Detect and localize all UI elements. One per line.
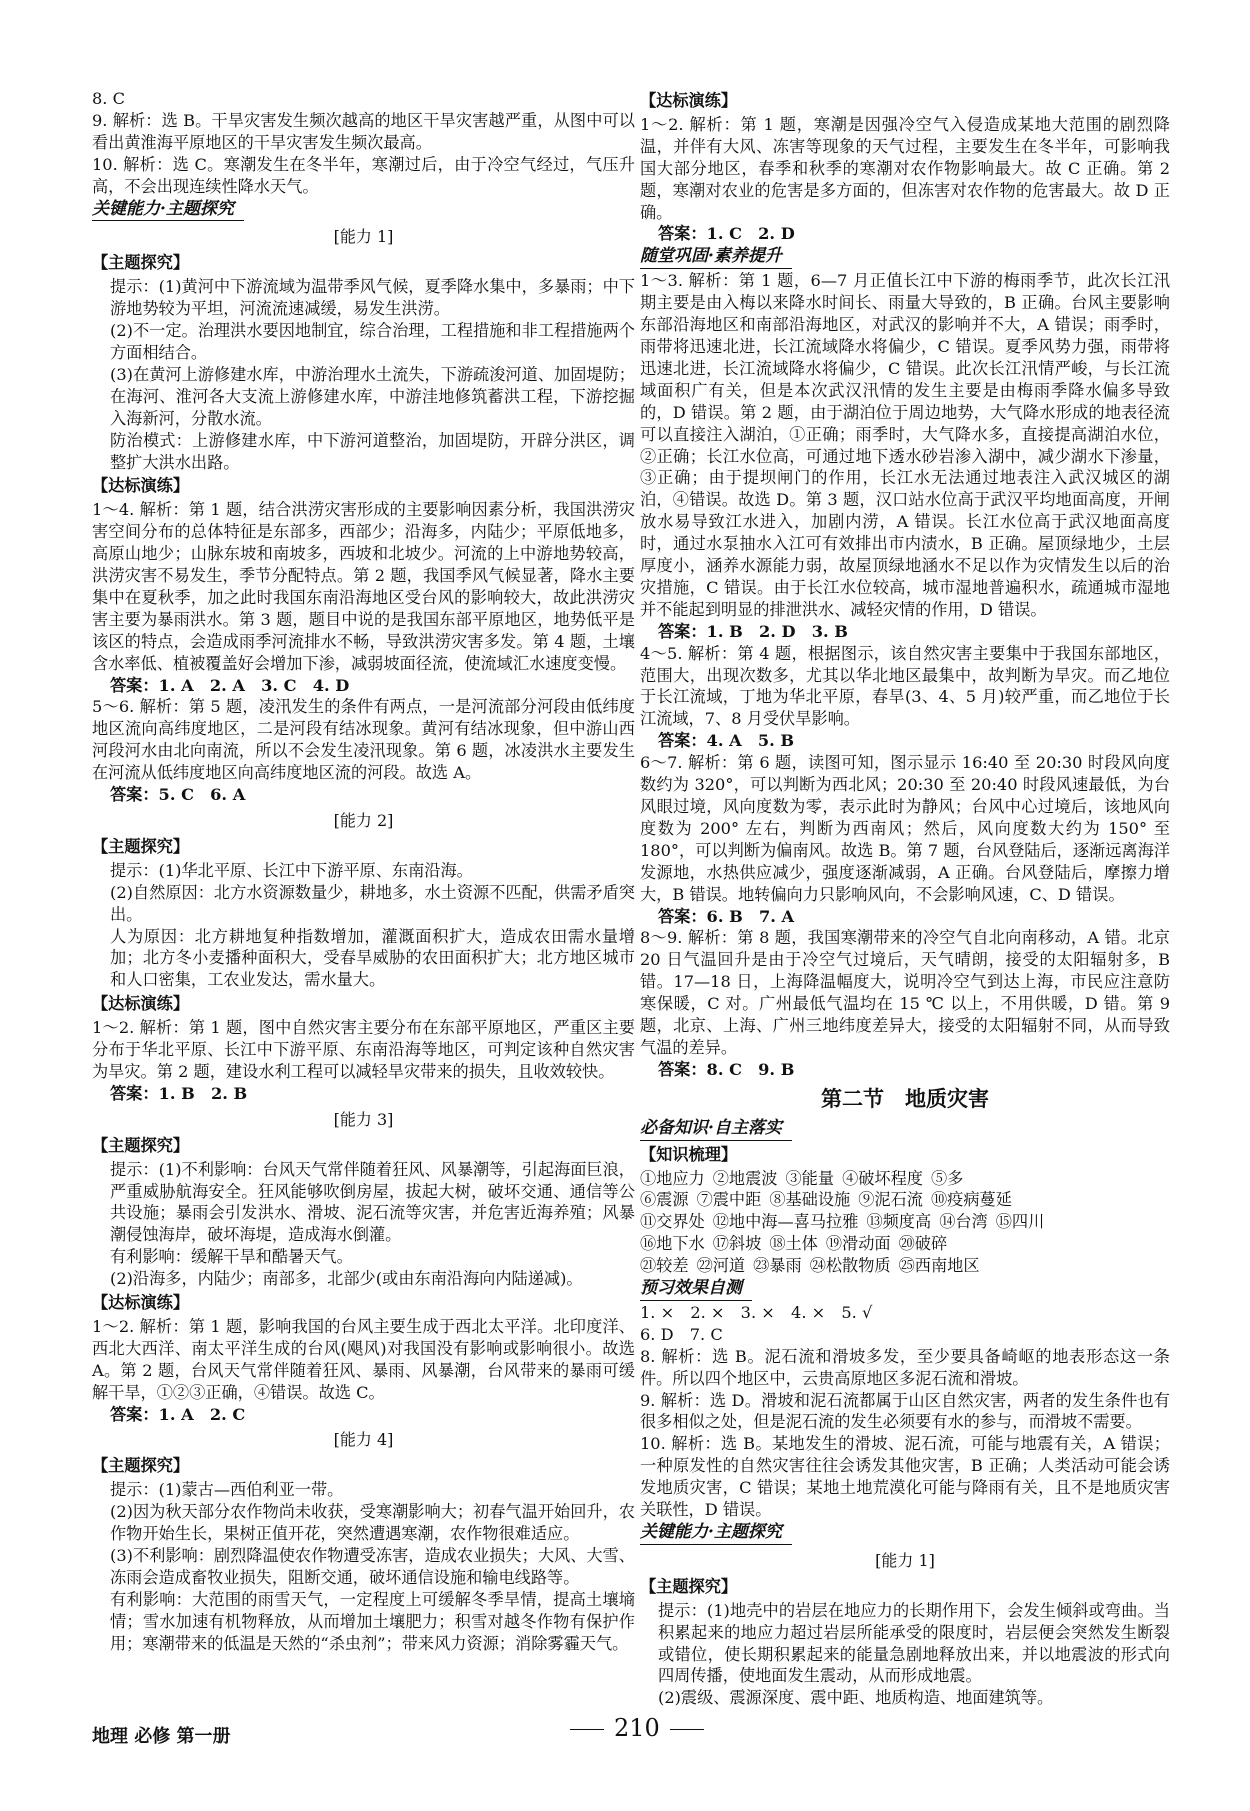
text-block: (2)因为秋天部分农作物尚未收获，受寒潮影响大；初春气温开始回升，农作物开始生长，果树正值开花，突然遭遇寒潮，农作物很难适应。 [110, 1502, 635, 1544]
grid-item: ⑬频度高 [866, 1212, 932, 1232]
text-block: 10. 解析：选 C。寒潮发生在冬半年，寒潮过后，由于冷空气经过，气压升高，不会出现连续性降水天气。 [92, 154, 635, 196]
knowledge-grid [640, 1189, 1170, 1211]
grid-item: ⑪交界处 [640, 1212, 705, 1232]
grid-item: ⑤多 [931, 1168, 964, 1188]
text-block: 10. 解析：选 B。某地发生的滑坡、泥石流，可能与地震有关，A 错误；一种原发性的自然灾害往往会诱发其他灾害，B 正确；人类活动可能会诱发地质灾害，C 错误；某地土地荒漠化可能与降雨有关，且不是地质灾害关联性，D 错误。 [640, 1434, 1170, 1520]
grid-item: ⑯地下水 [640, 1234, 705, 1254]
grid-item: ㉕西南地区 [898, 1256, 980, 1276]
text-block: 8. 解析：选 B。泥石流和滑坡多发，至少要具备崎岖的地表形态这一条件。所以四个地区中，云贵高原地区多泥石流和滑坡。 [640, 1346, 1170, 1388]
text-block: 4～5. 解析：第 4 题，根据图示，该自然灾害主要集中于我国东部地区，范围大，出现次数多，尤其以华北地区最集中，故判断为旱灾。而乙地位于长江流域，丁地为华北平原，春旱(3、4、5 月)较严重，而乙地位于长江流域，7、8 月受伏旱影响。 [640, 643, 1170, 729]
subsection-label: 【达标演练】 [92, 994, 190, 1014]
text-block: 有利影响：缓解干旱和酷暑天气。 [110, 1247, 353, 1267]
grid-item: ②地震波 [712, 1168, 778, 1188]
text-block: 人为原因：北方耕地复种指数增加，灌溉面积扩大，造成农田需水量增加；北方冬小麦播种面积大，受春旱威胁的农田面积扩大；北方地区城市和人口密集，工农业发达，需水量大。 [110, 926, 635, 990]
text-block: 提示：(1)华北平原、长江中下游平原、东南沿海。 [110, 860, 473, 880]
section-heading: 必备知识·自主落实 [640, 1118, 792, 1141]
subsection-label: 【主题探究】 [92, 253, 190, 273]
answer-line: 答案：1. A 2. C [110, 1404, 246, 1424]
grid-item: ③能量 [785, 1168, 835, 1188]
text-block: (2)不一定。治理洪水要因地制宜，综合治理，工程措施和非工程措施两个方面相结合。 [110, 321, 635, 362]
ability-caption: [能力 1] [333, 227, 394, 247]
grid-item: ⑦震中距 [696, 1190, 762, 1210]
subsection-label: 【主题探究】 [92, 1456, 190, 1476]
subsection-label: 【主题探究】 [640, 1576, 738, 1596]
section-heading: 预习效果自测 [640, 1278, 752, 1301]
knowledge-grid [640, 1211, 1170, 1233]
grid-item: ㉓暴雨 [753, 1256, 802, 1276]
answer-line: 答案：1. A 2. A 3. C 4. D [110, 675, 350, 695]
grid-item: ⑳破碎 [898, 1234, 948, 1254]
text-block: 5～6. 解析：第 5 题，凌汛发生的条件有两点，一是河流部分河段由低纬度地区流向高纬度地区，二是河段有结冰现象。黄河有结冰现象，但中游山西河段河水由北向南流，所以不会发生凌汛现象。第 6 题，冰凌洪水主要发生在河流从低纬度地区向高纬度地区流的河段。故选 A。 [92, 697, 635, 783]
text-block: (2)自然原因：北方水资源数量少，耕地多，水土资源不匹配，供需矛盾突出。 [110, 882, 635, 924]
answer-line: 1. × 2. × 3. × 4. × 5. √ [640, 1302, 873, 1322]
subsection-label: 【达标演练】 [92, 1293, 190, 1313]
subsection-label: 【知识梳理】 [640, 1144, 738, 1164]
subsection-label: 【达标演练】 [640, 91, 738, 110]
text-block: 有利影响：大范围的雨雪天气，一定程度上可缓解冬季旱情，提高土壤墒情；雪水加速有机物释放，从而增加土壤肥力；积雪对越冬作物有保护作用；寒潮带来的低温是天然的“杀虫剂”；带来风力资源；消除雾霾天气。 [110, 1589, 635, 1653]
answer-line: 答案：4. A 5. B [658, 731, 795, 751]
knowledge-grid [640, 1255, 1170, 1277]
left-column [92, 88, 635, 1655]
page-number: 210 [614, 1714, 660, 1742]
grid-item: ⑨泥石流 [858, 1190, 923, 1210]
answer-line: 答案：8. C 9. B [658, 1059, 795, 1079]
grid-item: ⑮四川 [995, 1212, 1045, 1232]
text-block: 防治模式：上游修建水库，中下游河道整治，加固堤防，开辟分洪区，调整扩大洪水出路。 [110, 430, 635, 472]
text-block: (2)震级、震源深度、震中距、地质构造、地面建筑等。 [658, 1688, 1054, 1708]
answer-line: 6. D 7. C [640, 1324, 723, 1344]
ability-caption: [能力 4] [333, 1430, 394, 1450]
answer-line: 答案：1. B 2. B [110, 1083, 248, 1103]
section-heading: 关键能力·主题探究 [640, 1522, 792, 1545]
right-column [640, 88, 1170, 1709]
book-footer: 地理 必修 第一册 [92, 1726, 231, 1747]
answer-line: 答案：1. B 2. D 3. B [658, 621, 848, 641]
text-block: 8. C [92, 89, 125, 108]
grid-item: ⑰斜坡 [712, 1234, 762, 1254]
text-block: 1～2. 解析：第 1 题，图中自然灾害主要分布在东部平原地区，严重区主要分布于华北平原、长江中下游平原、东南沿海等地区，可判定该种自然灾害为旱灾。第 2 题，建设水利工程可以减轻旱灾带来的损失，且收效较快。 [92, 1018, 635, 1081]
text-block: 提示：(1)地壳中的岩层在地应力的长期作用下，会发生倾斜或弯曲。当积累起来的地应力超过岩层所能承受的限度时，岩层便会突然发生断裂或错位，使长期积累起来的能量急剧地释放出来，并以地震波的形式向四周传播，使地面发生震动，从而形成地震。 [658, 1600, 1170, 1686]
text-block: 1～2. 解析：第 1 题，影响我国的台风主要生成于西北太平洋。北印度洋、西北大西洋、南太平洋生成的台风(飓风)对我国没有影响或影响很小。故选 A。第 2 题，台风天气常伴随着狂风、暴雨、风暴潮，台风带来的暴雨可缓解干旱，①②③正确，④错误。故选 C。 [92, 1316, 635, 1402]
text-block: 提示：(1)黄河中下游流域为温带季风气候，夏季降水集中，多暴雨；中下游地势较为平坦，河流流速减缓，易发生洪涝。 [110, 277, 635, 319]
grid-item: ⑩疫病蔓延 [931, 1190, 1012, 1210]
subsection-label: 【主题探究】 [92, 1135, 190, 1155]
text-block: 6～7. 解析：第 6 题，读图可知，图示显示 16:40 至 20:30 时段风向度数约为 320°，可以判断为西北风；20:30 至 20:40 时段风速最低，为台风眼过境，风向度数为零，表示此时为静风；台风中心过境后，该地风向度数为 200° 左右，判断为西南风；然后，风向度数大约为 150° 至 180°，可以判断为偏南风。故选 B。第 7 题，台风登陆后，逐渐远离海洋发源地，水热供应减少，强度逐渐减弱，A 正确。台风登陆后，摩擦力增大，B 错误。地转偏向力只影响风向，不会影响风速，C、D 错误。 [640, 753, 1170, 904]
text-block: 1～3. 解析：第 1 题，6—7 月正值长江中下游的梅雨季节，此次长江汛期主要是由入梅以来降水时间长、雨量大导致的，B 正确。台风主要影响东部沿海地区和南部沿海地区，对武汉的影响并不大，A 错误；雨季时，雨带将迅速北进，长江流域降水将偏少，C 错误。夏季风势力强，雨带将迅速北进，长江流域降水将偏少，C 错误。此次长江汛情严峻，与长江流域面积广有关，但是本次武汉汛情的发生主要是由梅雨季降水偏多导致的，D 错误。第 2 题，由于湖泊位于周边地势，大气降水形成的地表径流可以直接注入湖泊，①正确；雨季时，大气降水多，直接提高湖泊水位，②正确；长江水位高，可通过地下透水砂岩渗入湖中，减少湖水下渗量，③正确；由于提坝闸门的作用，长江水无法通过地表注入武汉城区的湖泊，④错误。故选 D。第 3 题，汉口站水位高于武汉平均地面高度，开闸放水易导致江水进入，加剧内涝，A 错误。长江水位高于武汉地面高度时，通过水泵抽水入江可有效排出市内渍水，B 正确。屋顶绿地少，土层厚度小，涵养水源能力弱，故屋顶绿地涵水不足以作为灾情发生以后的治灾措施，C 错误。由于长江水位较高，城市湿地普遍积水，疏通城市湿地并不能起到明显的排泄洪水、减轻灾情的作用，D 错误。 [640, 271, 1170, 619]
ability-caption: [能力 2] [333, 811, 394, 830]
text-block: (3)不利影响：剧烈降温使农作物遭受冻害，造成农业损失；大风、大雪、冻雨会造成畜牧业损失，阻断交通，破坏通信设施和输电线路等。 [110, 1546, 635, 1587]
answer-line: 答案：1. C 2. D [658, 224, 795, 244]
text-block: 9. 解析：选 D。滑坡和泥石流都属于山区自然灾害，两者的发生条件也有很多相似之处，但是泥石流的发生必须要有水的参与，而滑坡不需要。 [640, 1390, 1170, 1432]
knowledge-grid [640, 1168, 1170, 1190]
subsection-label: 【达标演练】 [92, 476, 190, 496]
page-number-block [560, 1714, 714, 1742]
ability-caption: [能力 3] [333, 1109, 394, 1129]
grid-item: ㉔松散物质 [809, 1256, 891, 1276]
grid-item: ㉒河道 [696, 1256, 746, 1276]
grid-item: ⑧基础设施 [769, 1190, 851, 1210]
grid-item: ⑥震源 [640, 1190, 689, 1210]
subsection-label: 【主题探究】 [92, 836, 190, 856]
text-block: 1～2. 解析：第 1 题，寒潮是因强冷空气入侵造成某地大范围的剧烈降温，并伴有大风、冻害等现象的天气过程，主要发生在冬半年，可影响我国大部分地区，春季和秋季的寒潮对农作物影响最大。故 C 正确。第 2 题，寒潮对农业的危害是多方面的，但冻害对农作物的危害最大。故 D 正确。 [640, 114, 1170, 222]
grid-item: ⑫地中海—喜马拉雅 [712, 1212, 859, 1232]
answer-line: 答案：5. C 6. A [110, 785, 246, 805]
grid-item: ⑱土体 [769, 1234, 818, 1254]
grid-item: ⑭台湾 [939, 1212, 988, 1232]
grid-item: ⑲滑动面 [825, 1234, 891, 1254]
knowledge-grid [640, 1233, 1170, 1255]
text-block: (3)在黄河上游修建水库，中游治理水土流失，下游疏浚河道、加固堤防；在海河、淮河各大支流上游修建水库，中游洼地修筑蓄洪工程，下游挖掘入海新河，分散水流。 [110, 364, 635, 428]
grid-item: ㉑较差 [640, 1256, 689, 1276]
text-block: (2)沿海多，内陆少；南部多，北部少(或由东南沿海向内陆递减)。 [110, 1269, 583, 1289]
ability-caption: [能力 1] [875, 1550, 935, 1570]
chapter-section-title: 第二节 地质灾害 [821, 1086, 989, 1111]
section-heading: 关键能力·主题探究 [92, 199, 244, 222]
text-block: 1～4. 解析：第 1 题，结合洪涝灾害形成的主要影响因素分析，我国洪涝灾害空间分布的总体特征是东部多，西部少；沿海多，内陆少；平原低地多，高原山地少；山脉东坡和南坡多，西坡和北坡少。河流的上中游地势较高，洪涝灾害不易发生，季节分配特点。第 2 题，我国季风气候显著，降水主要集中在夏秋季，加之此时我国东南沿海地区受台风的影响较大，故此洪涝灾害主要为暴雨洪水。第 3 题，题目中说的是我国东部平原地区，地势低平是该区的特点，会造成雨季河流排水不畅，导致洪涝灾害多发。第 4 题，土壤含水率低、植被覆盖好会增加下渗，减弱坡面径流，使流域汇水速度变慢。 [92, 500, 635, 673]
text-block: 9. 解析：选 B。干旱灾害发生频次越高的地区干旱灾害越严重，从图中可以看出黄淮海平原地区的干旱灾害发生频次最高。 [92, 110, 635, 152]
section-heading: 随堂巩固·素养提升 [640, 246, 792, 269]
text-block: 8～9. 解析：第 8 题，我国寒潮带来的冷空气自北向南移动，A 错。北京 20 日气温回升是由于冷空气过境后，天气晴朗，接受的太阳辐射多，B 错。17—18 日，上海降温幅度大，说明冷空气到达上海，市民应注意防寒保暖，C 对。广州最低气温均在 15 ℃ 以上，不用供暖，D 错。第 9 题，北京、上海、广州三地纬度差异大，接受的太阳辐射不同，从而导致气温的差异。 [640, 928, 1170, 1057]
grid-item: ④破坏程度 [842, 1168, 923, 1188]
answer-line: 答案：6. B 7. A [658, 906, 795, 926]
grid-item: ①地应力 [640, 1168, 705, 1188]
text-block: 提示：(1)蒙古—西伯利亚一带。 [110, 1480, 344, 1500]
text-block: 提示：(1)不利影响：台风天气常伴随着狂风、风暴潮等，引起海面巨浪，严重威胁航海安全。狂风能够吹倒房屋，拔起大树，破坏交通、通信等公共设施；暴雨会引发洪水、滑坡、泥石流等灾害，并危害近海养殖；风暴潮侵蚀海岸，破坏海堤，造成海水倒灌。 [110, 1159, 635, 1245]
